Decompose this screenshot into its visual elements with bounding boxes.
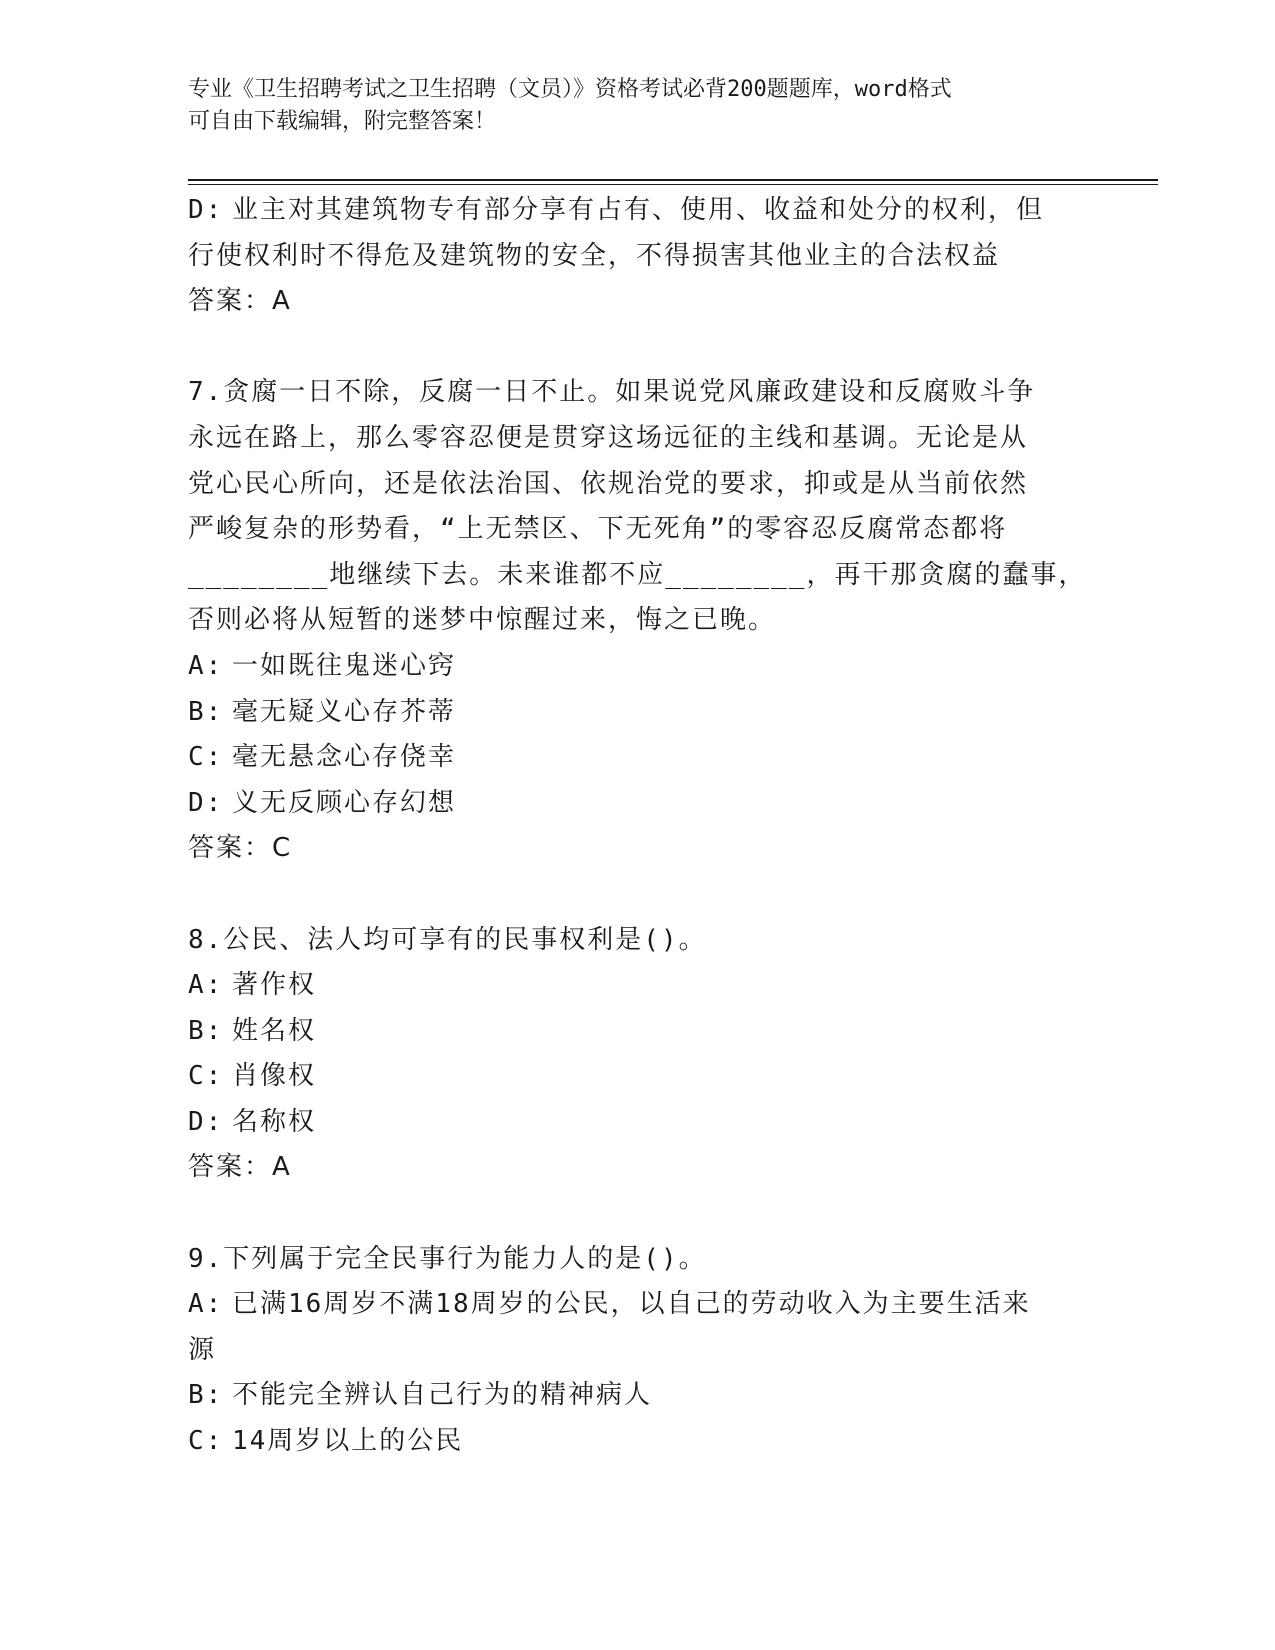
option-b <box>188 690 1088 736</box>
question-8 <box>188 918 1088 1192</box>
option-a <box>188 963 1088 1009</box>
question-stem-line: 否则必将从短暂的迷梦中惊醒过来，悔之已晚。 <box>188 605 777 636</box>
spacer <box>188 1191 1088 1237</box>
question-stem-line: 永远在路上，那么零容忍便是贯穿这场远征的主线和基调。无论是从 <box>188 422 1029 453</box>
option-d <box>188 1100 1088 1146</box>
option-text: 义无反顾心存幻想 <box>232 787 457 818</box>
question-stem-line: 严峻复杂的形势看，“上无禁区、下无死角”的零容忍反腐常态都将 <box>188 514 1008 545</box>
option-a-continuation: 源 <box>188 1334 217 1365</box>
option-label: C: <box>188 742 224 773</box>
option-text: 业主对其建筑物专有部分享有占有、使用、收益和处分的权利，但 <box>232 195 1045 225</box>
option-a <box>188 644 1088 690</box>
option-c <box>188 1054 1088 1100</box>
option-label: A: <box>188 970 224 1001</box>
question-stem-line: ________地继续下去。未来谁都不应________，再干那贪腐的蠢事， <box>188 559 1087 590</box>
question-stem-line: 7.贪腐一日不除，反腐一日不止。如果说党风廉政建设和反腐败斗争 <box>188 377 1036 408</box>
option-a <box>188 1282 1088 1328</box>
question-stem-line: 8.公民、法人均可享有的民事权利是()。 <box>188 924 707 955</box>
option-text: 著作权 <box>232 970 317 1001</box>
option-label: D: <box>188 1106 224 1137</box>
option-text: 不能完全辨认自己行为的精神病人 <box>232 1380 653 1411</box>
option-text: 一如既往鬼迷心窍 <box>232 650 457 681</box>
option-c <box>188 1419 1088 1465</box>
option-text: 肖像权 <box>232 1061 317 1092</box>
spacer <box>188 872 1088 918</box>
option-label: D: <box>188 787 224 818</box>
answer-line: 答案：A <box>188 286 292 317</box>
spacer <box>188 325 1088 371</box>
option-label: A: <box>188 1289 224 1320</box>
option-c <box>188 735 1088 781</box>
header-title-line-2: 可自由下载编辑，附完整答案！ <box>188 109 497 134</box>
option-d-continuation: 行使权利时不得危及建筑物的安全，不得损害其他业主的合法权益 <box>188 240 1001 271</box>
option-label: B: <box>188 1380 224 1411</box>
prev-question <box>188 188 1088 325</box>
option-d <box>188 188 1088 234</box>
answer-line: 答案：A <box>188 1152 292 1183</box>
option-text: 名称权 <box>232 1106 317 1137</box>
option-text: 毫无疑义心存芥蒂 <box>232 696 457 727</box>
question-9 <box>188 1237 1088 1465</box>
question-stem-line: 党心民心所向，还是依法治国、依规治党的要求，抑或是从当前依然 <box>188 468 1029 499</box>
question-content <box>188 188 1088 1465</box>
header-title-line-1: 专业《卫生招聘考试之卫生招聘（文员）》资格考试必背200题题库，word格式 <box>188 77 952 102</box>
option-text: 姓名权 <box>232 1015 317 1046</box>
option-text: 已满16周岁不满18周岁的公民，以自己的劳动收入为主要生活来 <box>232 1289 1031 1320</box>
header-divider <box>188 179 1158 181</box>
option-b <box>188 1373 1088 1419</box>
question-stem-line: 9.下列属于完全民事行为能力人的是()。 <box>188 1243 707 1274</box>
option-text: 毫无悬念心存侥幸 <box>232 742 457 773</box>
option-label: D: <box>188 195 224 225</box>
option-b <box>188 1009 1088 1055</box>
option-label: B: <box>188 1015 224 1046</box>
option-label: C: <box>188 1061 224 1092</box>
option-label: B: <box>188 696 224 727</box>
answer-line: 答案：C <box>188 833 293 864</box>
option-text: 14周岁以上的公民 <box>232 1426 464 1457</box>
page-header <box>188 74 1088 138</box>
option-label: C: <box>188 1426 224 1457</box>
question-7 <box>188 370 1088 872</box>
header-divider-thin <box>188 184 1158 185</box>
option-label: A: <box>188 650 224 681</box>
option-d <box>188 781 1088 827</box>
